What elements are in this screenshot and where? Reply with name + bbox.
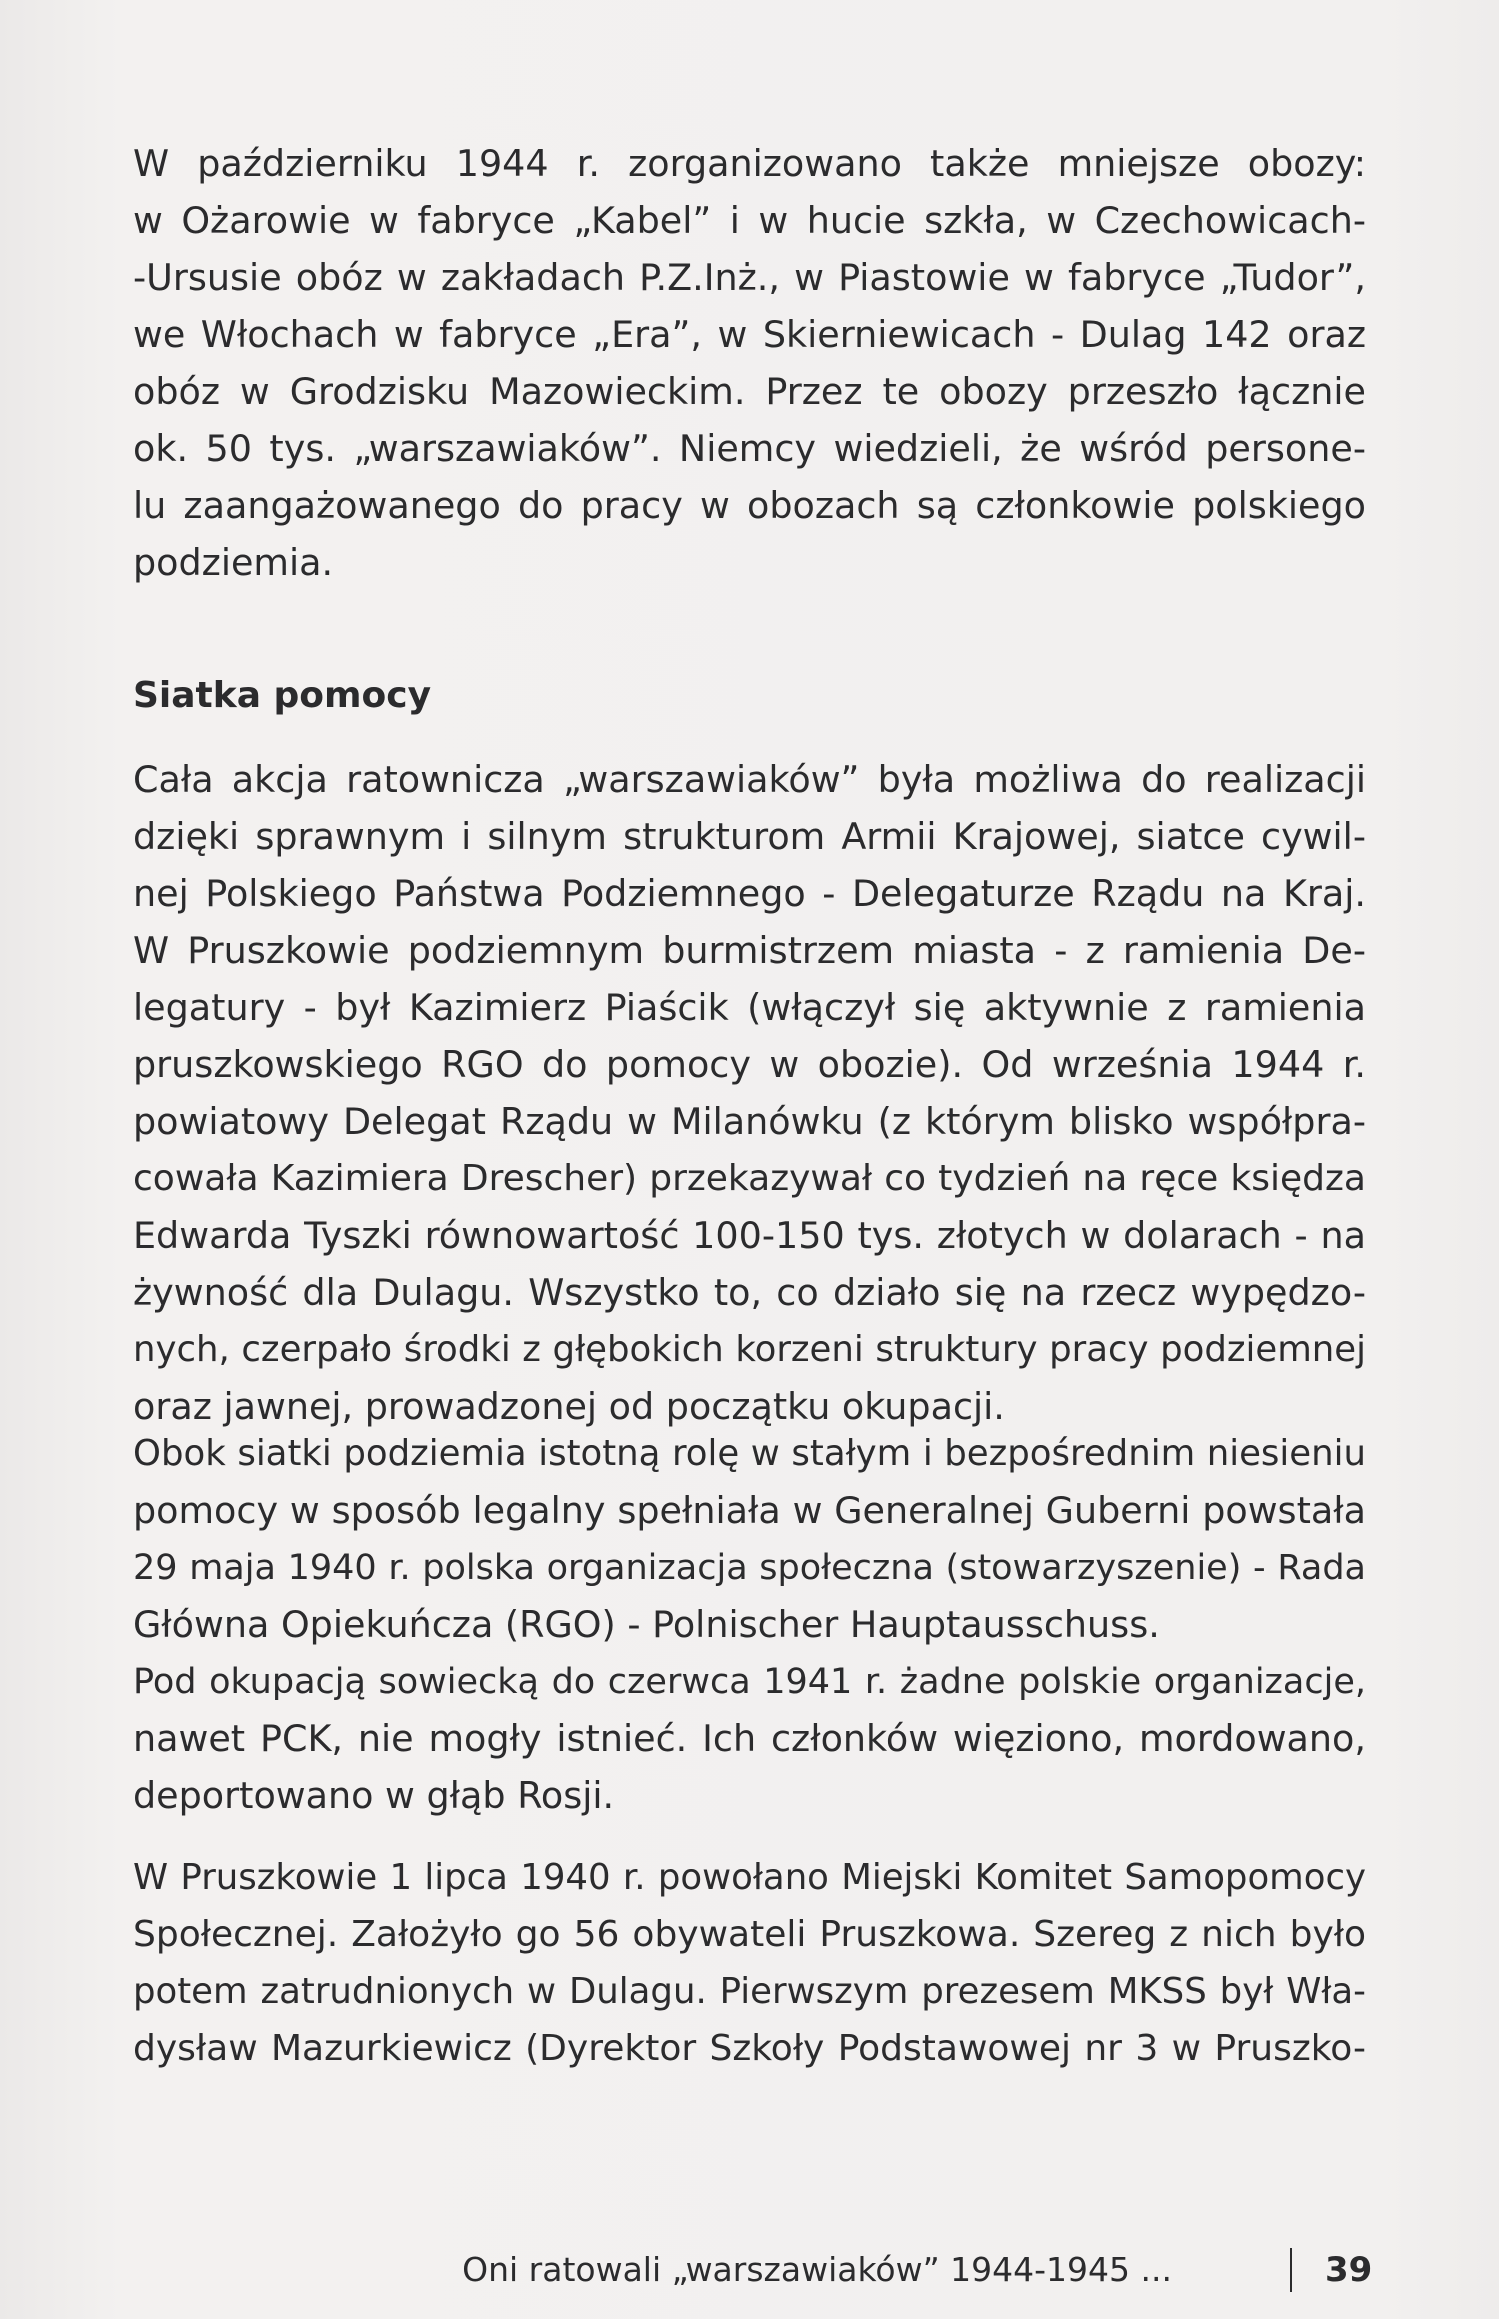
text-line: W październiku 1944 r. zorganizowano także mniejsze obozy: <box>133 142 1366 185</box>
text-line: obóz w Grodzisku Mazowieckim. Przez te obozy przeszło łącznie <box>133 370 1366 413</box>
text-line: W Pruszkowie 1 lipca 1940 r. powołano Miejski Komitet Samopomocy <box>133 1857 1366 1898</box>
text-line: 29 maja 1940 r. polska organizacja społeczna (stowarzyszenie) - Rada <box>133 1548 1366 1588</box>
text-line: nawet PCK, nie mogły istnieć. Ich członków więziono, mordowano, <box>133 1717 1366 1760</box>
text-line: dysław Mazurkiewicz (Dyrektor Szkoły Podstawowej nr 3 w Pruszko- <box>133 2028 1366 2069</box>
text-line: Pod okupacją sowiecką do czerwca 1941 r. żadne polskie organizacje, <box>133 1662 1366 1702</box>
text-line: Społecznej. Założyło go 56 obywateli Pruszkowa. Szereg z nich było <box>133 1914 1366 1955</box>
text-line: Główna Opiekuńcza (RGO) - Polnischer Hauptausschuss. <box>133 1603 1160 1646</box>
text-line: Obok siatki podziemia istotną rolę w stałym i bezpośrednim niesieniu <box>133 1433 1366 1474</box>
text-line: dzięki sprawnym i silnym strukturom Armii Krajowej, siatce cywil- <box>133 815 1366 858</box>
text-line: nej Polskiego Państwa Podziemnego - Delegaturze Rządu na Kraj. <box>133 872 1366 915</box>
text-line: deportowano w głąb Rosji. <box>133 1774 615 1817</box>
text-line: cowała Kazimiera Drescher) przekazywał co tydzień na ręce księdza <box>133 1158 1366 1199</box>
section-heading: Siatka pomocy <box>133 675 432 716</box>
text-line: legatury - był Kazimierz Piaścik (włączył się aktywnie z ramienia <box>133 986 1366 1029</box>
text-line: W Pruszkowie podziemnym burmistrzem miasta - z ramienia De- <box>133 929 1366 972</box>
text-line: w Ożarowie w fabryce „Kabel” i w hucie szkła, w Czechowicach- <box>133 199 1366 242</box>
text-line: żywność dla Dulagu. Wszystko to, co działo się na rzecz wypędzo- <box>133 1271 1366 1314</box>
page-number: 39 <box>1325 2250 1373 2290</box>
text-line: podziemia. <box>133 541 334 584</box>
running-footer-title: Oni ratowali „warszawiaków” 1944-1945 ... <box>462 2250 1172 2289</box>
text-line: pruszkowskiego RGO do pomocy w obozie). Od września 1944 r. <box>133 1043 1366 1086</box>
text-line: pomocy w sposób legalny spełniała w Generalnej Guberni powstała <box>133 1489 1366 1532</box>
text-line: Cała akcja ratownicza „warszawiaków” była możliwa do realizacji <box>133 758 1366 801</box>
text-line: Edwarda Tyszki równowartość 100-150 tys. złotych w dolarach - na <box>133 1214 1366 1257</box>
text-line: -Ursusie obóz w zakładach P.Z.Inż., w Piastowie w fabryce „Tudor”, <box>133 256 1366 299</box>
text-line: oraz jawnej, prowadzonej od początku okupacji. <box>133 1385 1005 1428</box>
footer-divider <box>1290 2248 1292 2292</box>
text-line: nych, czerpało środki z głębokich korzeni struktury pracy podziemnej <box>133 1329 1366 1370</box>
text-line: powiatowy Delegat Rządu w Milanówku (z którym blisko współpra- <box>133 1100 1366 1143</box>
text-line: potem zatrudnionych w Dulagu. Pierwszym prezesem MKSS był Wła- <box>133 1971 1366 2012</box>
text-line: lu zaangażowanego do pracy w obozach są członkowie polskiego <box>133 484 1366 527</box>
page-footer <box>0 2240 1499 2300</box>
text-line: ok. 50 tys. „warszawiaków”. Niemcy wiedzieli, że wśród persone- <box>133 427 1366 470</box>
text-line: we Włochach w fabryce „Era”, w Skierniewicach - Dulag 142 oraz <box>133 313 1366 356</box>
